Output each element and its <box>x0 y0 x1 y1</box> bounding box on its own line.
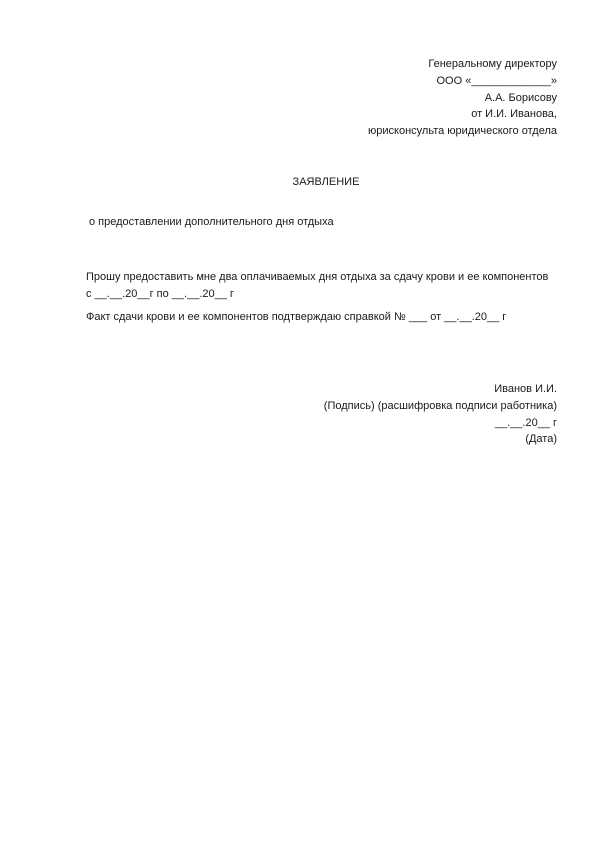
document-subject: о предоставлении дополнительного дня отдыха <box>89 216 334 228</box>
request-line-1: Прошу предоставить мне два оплачиваемых дня отдыха за сдачу крови и ее компонентов <box>86 271 549 283</box>
confirmation-line: Факт сдачи крови и ее компонентов подтверждаю справкой № ___ от __.__.20__ г <box>86 310 507 323</box>
sender-name: от И.И. Иванова, <box>471 108 557 121</box>
request-line-2: с __.__.20__г по __.__.20__ г <box>86 287 234 300</box>
document-title: ЗАЯВЛЕНИЕ <box>292 176 360 188</box>
addressee-block <box>368 56 557 140</box>
date-caption: (Дата) <box>525 433 557 446</box>
signature-caption: (Подпись) (расшифровка подписи работника) <box>323 399 557 412</box>
signature-date: __.__.20__ г <box>494 416 557 429</box>
addressee-name: А.А. Борисову <box>484 91 557 104</box>
request-body <box>86 269 548 325</box>
sender-position: юрисконсульта юридического отдела <box>368 125 557 138</box>
signer-name: Иванов И.И. <box>494 383 557 395</box>
addressee-position: Генеральному директору <box>428 58 557 70</box>
addressee-company: ООО «_____________» <box>436 74 557 87</box>
signature-block <box>324 381 557 448</box>
